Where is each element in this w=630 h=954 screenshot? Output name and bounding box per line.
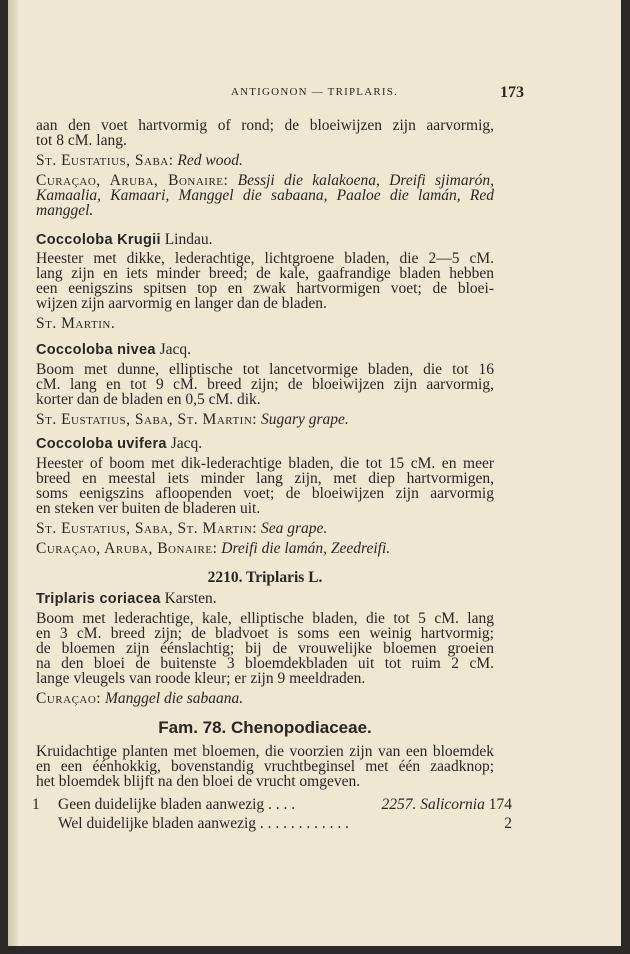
text-line: soms eenigszins afloopenden voet; de bloeiwijzen zijn aarvormig xyxy=(36,485,494,502)
locality-line xyxy=(36,153,494,168)
text-line: wijzen zijn aarvormig en langer dan de bladen. xyxy=(36,295,327,312)
species-heading xyxy=(36,342,494,358)
text-line: het bloemdek blijft na den bloei de vrucht omgeven. xyxy=(36,773,361,790)
text-line: en steken ver buiten de bladeren uit. xyxy=(36,500,261,517)
genus-heading: 2210. Triplaris L. xyxy=(207,569,323,586)
vernacular-name: Manggel die sabaana. xyxy=(104,690,244,707)
text-line: Heester met dikke, lederachtige, lichtgroene bladen, die 2—5 cM. xyxy=(36,250,494,267)
locality-places: St. Eustatius, Saba: xyxy=(36,152,174,169)
species-heading xyxy=(36,591,494,607)
key-page: 2 xyxy=(504,815,512,832)
text-line: de bloemen zijn éénslachtig; bij de vrouwelijke bloemen groeien xyxy=(36,640,494,657)
page-number: 173 xyxy=(500,84,524,101)
vernacular-name: Dreifi die lamán, Zeedreifi. xyxy=(221,540,391,557)
page-spine-shadow xyxy=(8,0,18,946)
text-line: Kruidachtige planten met bloemen, die voorzien zijn van een bloemdek xyxy=(36,743,494,760)
species-heading xyxy=(36,232,494,248)
text-line: Boom met dunne, elliptische tot lancetvormige bladen, die tot 16 xyxy=(36,361,494,378)
locality-places: St. Eustatius, Saba, St. Martin: xyxy=(36,411,258,428)
species-name: Coccoloba Krugii xyxy=(36,232,161,248)
locality-line xyxy=(36,691,494,706)
running-head: ANTIGONON — TRIPLARIS. xyxy=(230,86,399,98)
locality-line xyxy=(36,412,494,427)
locality-places: Curaçao: xyxy=(36,690,102,707)
text-line: tot 8 cM. lang. xyxy=(36,132,127,149)
key-genus: 2257. Salicornia xyxy=(381,796,485,813)
species-name: Coccoloba nivea xyxy=(36,342,156,358)
species-author: Jacq. xyxy=(159,341,192,358)
species-author: Karsten. xyxy=(164,590,217,607)
species-name: Triplaris coriacea xyxy=(36,591,161,607)
text-line: aan den voet hartvormig of rond; de bloeiwijzen zijn aarvormig, xyxy=(36,117,494,134)
text-line: breed en meestal iets minder lang zijn, met diep hartvormigen, xyxy=(36,470,494,487)
locality-places: Curaçao, Aruba, Bonaire: xyxy=(36,172,229,189)
vernacular-name: Red wood. xyxy=(177,152,243,169)
text-line: en 3 cM. breed zijn; de bladvoet is soms een weinig hartvormig; xyxy=(36,625,494,642)
text-line: korter dan de bladen en 0,5 cM. dik. xyxy=(36,391,261,408)
species-name: Coccoloba uvifera xyxy=(36,436,167,452)
vernacular-line: Kamaalia, Kamaari, Manggel die sabaana, Paaloe die lamán, Red xyxy=(36,187,494,204)
species-author: Lindau. xyxy=(164,231,213,248)
locality-places: Curaçao, Aruba, Bonaire: xyxy=(36,540,218,557)
text-line: lang zijn en iets minder breed; de kale, gaafrandige bladen hebben xyxy=(36,265,494,282)
locality-line xyxy=(36,541,494,556)
key-text: Geen duidelijke bladen aanwezig . . . . xyxy=(58,796,296,813)
key-number: 1 xyxy=(32,796,40,813)
text-line: een eenigszins spitsen top en zwak hartvormigen voet; de bloei- xyxy=(36,280,494,297)
locality-places: St. Martin. xyxy=(36,315,116,332)
locality-line xyxy=(36,521,494,536)
vernacular-line: manggel. xyxy=(36,202,94,219)
text-line: lange vleugels van roode kleur; er zijn 9 meeldraden. xyxy=(36,670,366,687)
text-line: cM. lang en tot 9 cM. breed zijn; de bloeiwijzen zijn aarvormig, xyxy=(36,376,494,393)
vernacular-name: Sugary grape. xyxy=(260,411,349,428)
text-line: Boom met lederachtige, kale, elliptische bladen, die tot 5 cM. lang xyxy=(36,610,494,627)
family-heading: Fam. 78. Chenopodiaceae. xyxy=(158,718,372,737)
text-line: na den bloei de buitenste 3 bloemdekbladen uit tot ruim 2 cM. xyxy=(36,655,494,672)
book-page xyxy=(8,0,621,946)
key-reference xyxy=(382,797,512,812)
species-heading xyxy=(36,436,494,452)
text-line: Heester of boom met dik-lederachtige bladen, die tot 15 cM. en meer xyxy=(36,455,494,472)
locality-places: St. Eustatius, Saba, St. Martin: xyxy=(36,520,258,537)
vernacular-name: Sea grape. xyxy=(260,520,328,537)
text-line: en een éénhokkig, bovenstandig vruchtbeginsel met één zaadknop; xyxy=(36,758,494,775)
species-author: Jacq. xyxy=(170,435,203,452)
key-text: Wel duidelijke bladen aanwezig . . . . . . . . . . . . xyxy=(58,815,350,832)
vernacular-name: Bessji die kalakoena, Dreifi sjimarón, xyxy=(237,172,494,189)
locality-line xyxy=(36,173,494,188)
key-page: 174 xyxy=(488,796,512,813)
